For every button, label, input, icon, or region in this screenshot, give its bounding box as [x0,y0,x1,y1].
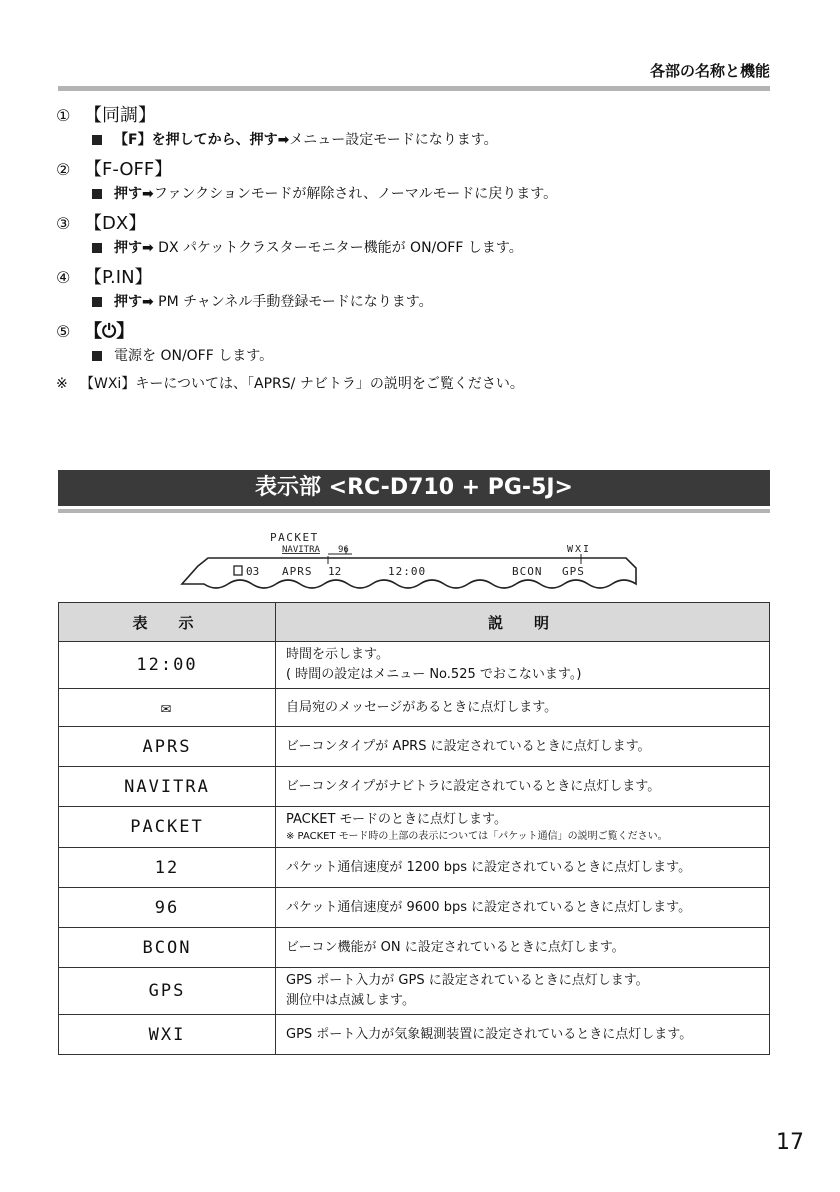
item-number: ① [56,106,71,125]
table-row [59,727,770,767]
table-row [59,807,770,848]
item-desc: 電源を ON/OFF します。 [114,348,274,364]
symbol-wxi: WXI [59,1015,276,1055]
item-desc: PM チャンネル手動登録モードになります。 [153,294,433,310]
section-rule [58,509,770,513]
item-action: 押す➡ [114,240,154,256]
header-rule [58,86,770,91]
lcd-navitra: NAVITRA [282,545,320,555]
key-descriptions [56,103,776,395]
row-desc: ビーコンタイプがナビトラに設定されているときに点灯します。 [276,767,770,807]
item-label: 【F-OFF】 [84,159,173,180]
item-number: ② [56,160,71,179]
row-desc: 自局宛のメッセージがあるときに点灯します。 [276,689,770,727]
table-header-row [59,603,770,642]
row-desc: PACKET モードのときに点灯します。 [286,812,508,827]
row-desc: パケット通信速度が 9600 bps に設定されているときに点灯します。 [276,888,770,928]
bullet-square-icon [92,189,102,199]
power-icon: 【⏻】 [84,321,135,342]
row-desc: 測位中は点滅します。 [286,993,415,1008]
wxi-note [56,373,776,395]
item-label: 【DX】 [84,213,147,234]
table-row [59,767,770,807]
symbol-packet: PACKET [59,807,276,848]
item-tuning [56,103,776,151]
row-desc: GPS ポート入力が気象観測装置に設定されているときに点灯します。 [276,1015,770,1055]
symbol-aprs: APRS [59,727,276,767]
lcd-bcon: BCON [512,565,543,578]
item-number: ③ [56,214,71,233]
lcd-aprs: APRS [282,565,313,578]
item-p-in [56,265,776,313]
lcd-msg-count: 03 [246,565,260,578]
row-desc: パケット通信速度が 1200 bps に設定されているときに点灯します。 [276,848,770,888]
item-label: 【同調】 [84,105,156,126]
note-mark: ※ [56,376,68,392]
symbol-time: 12:00 [59,642,276,689]
table-row [59,1015,770,1055]
page-number: 17 [776,1130,804,1155]
item-action: 【F】を押してから、押す➡ [114,132,290,148]
item-desc: メニュー設定モードになります。 [289,132,498,148]
note-text: 【WXi】キーについては、「APRS/ ナビトラ」の説明をご覧ください。 [80,376,524,392]
item-desc: ファンクションモードが解除され、ノーマルモードに戻ります。 [153,186,558,202]
col-description: 説 明 [276,603,770,642]
row-desc: 時間を示します。 [286,647,389,662]
lcd-96: 96 [338,545,349,555]
lcd-outline [178,528,638,598]
table-row [59,848,770,888]
lcd-wxi: WXI [567,544,592,555]
row-desc: ビーコンタイプが APRS に設定されているときに点灯します。 [276,727,770,767]
bullet-square-icon [92,297,102,307]
item-number: ⑤ [56,322,71,341]
item-action: 押す➡ [114,294,154,310]
symbol-12: 12 [59,848,276,888]
lcd-packet: PACKET [270,531,319,544]
symbol-bcon: BCON [59,928,276,968]
table-row [59,689,770,727]
item-action: 押す➡ [114,186,154,202]
item-dx [56,211,776,259]
display-table [58,602,770,1055]
row-note: ※ PACKET モード時の上部の表示については「パケット通信」の説明ご覧ください。 [286,831,668,842]
row-desc: GPS ポート入力が GPS に設定されているときに点灯します。 [286,973,649,988]
item-label: 【P.IN】 [84,267,153,288]
symbol-96: 96 [59,888,276,928]
item-number: ④ [56,268,71,287]
row-desc: ( 時間の設定はメニュー No.525 でおこないます。) [286,667,582,682]
lcd-diagram [178,528,638,598]
symbol-navitra: NAVITRA [59,767,276,807]
bullet-square-icon [92,135,102,145]
lcd-gps: GPS [562,565,585,578]
symbol-message: ✉ [59,689,276,727]
item-f-off [56,157,776,205]
running-header: 各部の名称と機能 [649,62,770,80]
item-desc: DX パケットクラスターモニター機能が ON/OFF します。 [153,240,523,256]
row-desc: ビーコン機能が ON に設定されているときに点灯します。 [276,928,770,968]
col-display: 表 示 [59,603,276,642]
symbol-gps: GPS [59,968,276,1015]
bullet-square-icon [92,351,102,361]
lcd-time: 12:00 [388,565,427,578]
section-title: 表示部 <RC-D710 + PG-5J> [58,470,770,506]
lcd-12: 12 [328,565,342,578]
table-row [59,968,770,1015]
table-row [59,928,770,968]
bullet-square-icon [92,243,102,253]
item-power [56,319,776,367]
table-row [59,888,770,928]
lcd-message-icon [234,566,242,575]
table-row [59,642,770,689]
